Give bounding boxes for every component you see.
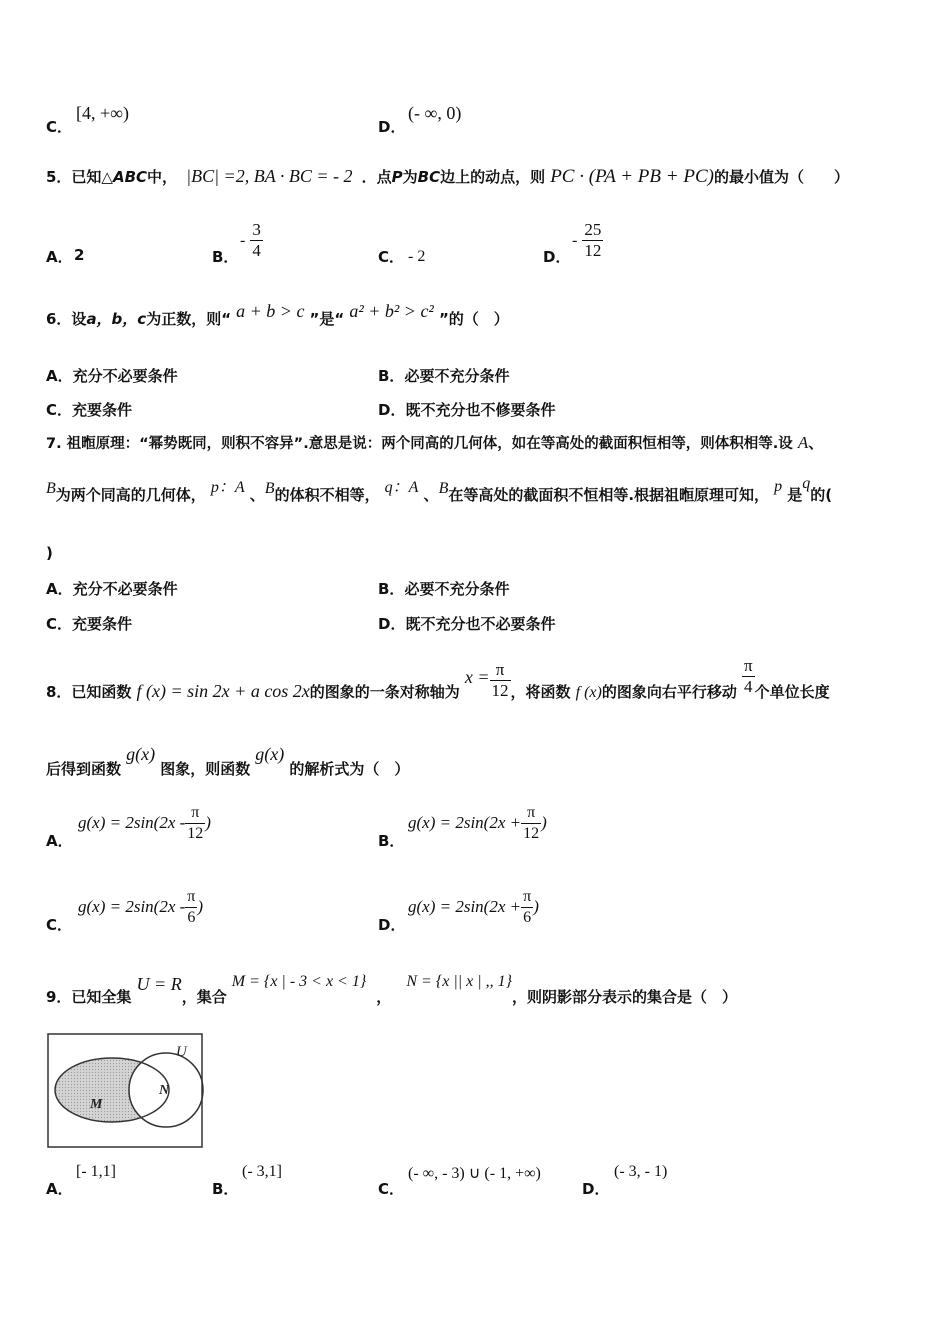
q8-option-d-numerator: π	[521, 887, 533, 908]
q8-option-d-value	[408, 887, 539, 928]
q8-option-b-label: B．	[378, 832, 405, 850]
q6-option-a-text: 充分不必要条件	[72, 367, 178, 385]
q5-expression: PC · (PA + PB + PC)	[550, 166, 714, 187]
q5-option-a-value: 2	[74, 246, 85, 264]
q5-option-a-label: A．	[46, 248, 73, 266]
q7-option-c-label: C．	[46, 615, 73, 633]
q6-option-c-text: 充要条件	[72, 401, 133, 419]
q6-option-a	[46, 365, 178, 386]
q8-line-2a: 后得到函数	[46, 760, 122, 778]
q7-option-b-label: B．	[378, 580, 405, 598]
q8-option-c-rparen: )	[197, 897, 204, 916]
q8-option-b-lhs: g(x) = 2sin(2x +	[408, 813, 522, 832]
q5-option-d-numerator: 25	[584, 220, 602, 239]
q7-is: 是	[787, 486, 803, 504]
q8-option-a-lhs: g(x) = 2sin(2x -	[78, 813, 186, 832]
q7-option-d-label: D．	[378, 615, 406, 633]
q6-option-d-label: D．	[378, 401, 406, 419]
question-7-line-3: )	[46, 544, 53, 562]
q8-option-b-rparen: )	[541, 813, 547, 832]
venn-label-n: N	[159, 1083, 170, 1098]
q7-sep-3: 、	[423, 486, 439, 504]
q7-p-statement: p：A	[210, 479, 245, 496]
q9-set-m: M = {x | - 3 < x < 1}	[231, 973, 367, 990]
q9-option-c-value: (- ∞, - 3) ∪ (- 1, +∞)	[408, 1165, 541, 1182]
q9-option-d-label: D．	[582, 1180, 610, 1198]
q5-mid: 中，	[147, 168, 178, 186]
venn-label-u: U	[176, 1044, 187, 1060]
q8-shift-denominator: 4	[744, 677, 753, 696]
q7-option-a-text: 充分不必要条件	[72, 580, 178, 598]
question-8-line-1	[46, 646, 830, 701]
q7-p: p	[774, 478, 783, 495]
q5-option-d-sign: -	[572, 232, 578, 249]
q9-set-n: N = {x || x | ,, 1}	[406, 973, 513, 990]
question-7-line-2	[46, 475, 833, 505]
q9-tail: ，则阴影部分表示的集合是（ ）	[512, 988, 738, 1006]
q6-option-c-label: C．	[46, 401, 73, 419]
q9-comma: ，	[376, 988, 392, 1006]
q8-mid-2: ，将函数	[510, 683, 571, 701]
q8-option-a-rparen: )	[205, 813, 211, 832]
q5-prefix: 5．已知△	[46, 168, 113, 186]
q5-option-b-sign: -	[240, 232, 246, 249]
q9-option-d-value: (- 3, - 1)	[614, 1163, 668, 1180]
q8-axis-numerator: π	[490, 660, 511, 681]
q8-line-2b: 图象，则函数	[160, 760, 251, 778]
q8-g-2: g(x)	[255, 744, 285, 764]
venn-label-m: M	[90, 1097, 103, 1112]
q5-option-c-value: - 2	[408, 248, 426, 265]
q5-after: ．点	[361, 168, 392, 186]
q7-sep-1: 、	[808, 434, 824, 452]
q7-option-a	[46, 578, 178, 599]
q5-option-d-denominator: 12	[584, 241, 602, 260]
q7-line-2c: 在等高处的截面积不恒相等.根据祖暅原理可知，	[448, 486, 770, 504]
q8-shift-numerator: π	[743, 656, 753, 675]
q8-axis-lhs: x =	[464, 667, 490, 687]
q6-condition-1: a + b > c	[236, 301, 305, 321]
q8-option-d-denominator: 6	[523, 909, 532, 926]
q5-bc: BC	[417, 168, 441, 186]
q7-option-d	[378, 613, 555, 634]
q9-option-c-label: C．	[378, 1180, 405, 1198]
q7-sep-2: 、	[249, 486, 265, 504]
q8-option-b-numerator: π	[521, 803, 541, 824]
q8-option-a-value	[78, 803, 211, 844]
q5-option-b-numerator: 3	[252, 220, 261, 239]
q8-option-a-label: A．	[46, 832, 73, 850]
question-8-line-2	[46, 744, 410, 778]
q9-option-a-label: A．	[46, 1180, 73, 1198]
q8-option-c-denominator: 6	[187, 909, 196, 926]
q7-option-c-text: 充要条件	[72, 615, 133, 633]
q5-option-d-label: D．	[543, 248, 571, 266]
q6-option-b	[378, 365, 509, 386]
q8-g-1: g(x)	[126, 744, 156, 764]
q7-option-b	[378, 578, 509, 599]
q7-q: q	[802, 475, 811, 492]
q8-function-2: f (x)	[575, 684, 602, 701]
q8-option-a-numerator: π	[185, 803, 205, 824]
question-9-stem	[46, 970, 738, 1006]
q8-mid-1: 的图象的一条对称轴为	[309, 683, 460, 701]
q6-option-d-text: 既不充分也不修要条件	[405, 401, 556, 419]
q6-option-a-label: A．	[46, 367, 73, 385]
q5-option-b-denominator: 4	[252, 241, 261, 260]
q8-option-c-numerator: π	[185, 887, 197, 908]
q7-q-statement: q：A	[384, 479, 419, 496]
q9-universal-set: U = R	[136, 974, 182, 994]
q8-option-b-value	[408, 803, 547, 844]
q5-option-b-label: B．	[212, 248, 239, 266]
q8-prefix: 8．已知函数	[46, 683, 132, 701]
q6-vars: a，b，c	[86, 310, 147, 328]
q9-option-b-label: B．	[212, 1180, 239, 1198]
q5-condition: |BC| =2, BA · BC = - 2	[186, 166, 353, 186]
q8-axis-denominator: 12	[491, 681, 509, 700]
q7-option-c	[46, 613, 132, 634]
q7-var-b-2: B	[264, 480, 275, 497]
q8-function: f (x) = sin 2x + a cos 2x	[136, 681, 310, 701]
q4-option-d-label: D．	[378, 118, 406, 136]
q7-line-2b: 的体积不相等，	[274, 486, 380, 504]
question-6-stem	[46, 301, 509, 329]
q7-line-2d: 的(	[810, 486, 833, 504]
question-7-line-1	[46, 432, 823, 453]
q4-option-d-value: (- ∞, 0)	[408, 103, 462, 123]
q8-option-c-label: C．	[46, 916, 73, 934]
q8-option-d-rparen: )	[533, 897, 539, 916]
q5-is: 为	[402, 168, 418, 186]
q5-edge: 边上的动点，则	[440, 168, 546, 186]
q8-option-d-lhs: g(x) = 2sin(2x +	[408, 897, 522, 916]
q9-option-a-value: [- 1,1]	[76, 1163, 116, 1180]
q4-option-c-label: C．	[46, 118, 73, 136]
q7-option-a-label: A．	[46, 580, 73, 598]
q6-option-d	[378, 399, 555, 420]
q7-var-a: A	[797, 433, 809, 452]
q7-line-2a: 为两个同高的几何体，	[55, 486, 206, 504]
q9-prefix: 9．已知全集	[46, 988, 132, 1006]
q9-mid-1: ，集合	[181, 988, 227, 1006]
question-5-stem	[46, 166, 849, 188]
q6-is: ”是“	[309, 310, 345, 328]
q6-condition-2: a² + b² > c²	[349, 301, 434, 321]
q8-option-c-value	[78, 887, 203, 928]
q6-prefix: 6．设	[46, 310, 87, 328]
q5-abc: ABC	[112, 168, 148, 186]
q7-line-1-text: 7. 祖暅原理：“幂势既同，则积不容异”.意思是说：两个同高的几何体，如在等高处的截面积恒相等，则体积相等.设	[46, 436, 793, 452]
q5-tail: 的最小值为（ ）	[713, 168, 849, 186]
q5-option-d-value	[572, 220, 603, 261]
q5-p: P	[391, 168, 403, 186]
q8-option-c-lhs: g(x) = 2sin(2x -	[78, 897, 186, 916]
q7-var-b-3: B	[438, 480, 449, 497]
q9-option-b-value: (- 3,1]	[242, 1163, 282, 1180]
q7-option-d-text: 既不充分也不必要条件	[405, 615, 556, 633]
q8-option-d-label: D．	[378, 916, 406, 934]
venn-diagram	[46, 1032, 206, 1150]
q6-option-b-label: B．	[378, 367, 405, 385]
q5-option-b-value	[240, 220, 263, 261]
q6-mid: 为正数，则“	[146, 310, 232, 328]
q7-option-b-text: 必要不充分条件	[404, 580, 510, 598]
q5-option-c-label: C．	[378, 248, 405, 266]
q6-tail: ”的（ ）	[438, 310, 509, 328]
q8-option-b-denominator: 12	[523, 825, 540, 842]
q8-line-2c: 的解析式为（ ）	[289, 760, 410, 778]
q8-mid-3: 的图象向右平行移动	[601, 683, 737, 701]
q6-option-b-text: 必要不充分条件	[404, 367, 510, 385]
q4-option-c-value: [4, +∞)	[76, 103, 129, 123]
q7-var-b: B	[46, 480, 56, 497]
q8-option-a-denominator: 12	[187, 825, 204, 842]
q6-option-c	[46, 399, 132, 420]
q8-mid-4: 个单位长度	[754, 683, 830, 701]
